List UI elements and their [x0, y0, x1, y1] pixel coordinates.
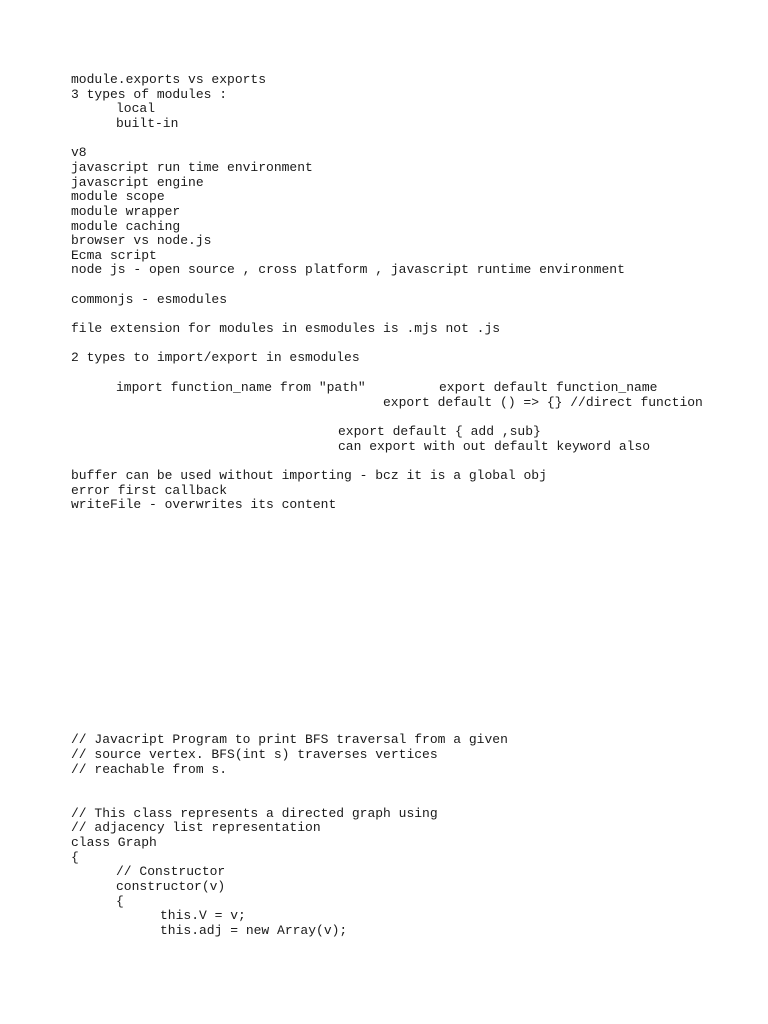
- code-line: class Graph: [71, 835, 157, 850]
- text-line: error first callback: [71, 483, 228, 498]
- code-comment-line: // Javacript Program to print BFS traversal from a given: [71, 732, 508, 747]
- text-line: commonjs - esmodules: [71, 292, 228, 307]
- text-line: import function_name from "path": [116, 380, 366, 395]
- text-line: export default function_name: [439, 380, 658, 395]
- code-comment-line: // This class represents a directed graph using: [71, 806, 438, 821]
- text-line: module scope: [71, 189, 165, 204]
- text-line: built-in: [116, 116, 179, 131]
- text-line: buffer can be used without importing - bcz it is a global obj: [71, 468, 547, 483]
- text-line: node js - open source , cross platform , javascript runtime environment: [71, 262, 625, 277]
- text-line: export default { add ,sub}: [338, 424, 541, 439]
- code-line: this.V = v;: [160, 908, 246, 923]
- text-line: module wrapper: [71, 204, 181, 219]
- code-line: constructor(v): [116, 879, 226, 894]
- code-comment-line: // source vertex. BFS(int s) traverses vertices: [71, 747, 438, 762]
- text-line: local: [116, 101, 156, 116]
- text-line: export default () => {} //direct function: [383, 395, 703, 410]
- code-comment-line: // adjacency list representation: [71, 820, 321, 835]
- text-line: Ecma script: [71, 248, 157, 263]
- text-line: writeFile - overwrites its content: [71, 497, 337, 512]
- text-line: browser vs node.js: [71, 233, 212, 248]
- text-line: module caching: [71, 219, 181, 234]
- text-line: javascript run time environment: [71, 160, 313, 175]
- code-comment-line: // reachable from s.: [71, 762, 228, 777]
- text-line: 2 types to import/export in esmodules: [71, 350, 360, 365]
- text-line: can export with out default keyword also: [338, 439, 651, 454]
- text-line: module.exports vs exports: [71, 72, 267, 87]
- code-comment-line: // Constructor: [116, 864, 226, 879]
- code-line: {: [116, 894, 124, 909]
- text-line: file extension for modules in esmodules is .mjs not .js: [71, 321, 501, 336]
- text-line: 3 types of modules :: [71, 87, 228, 102]
- text-line: v8: [71, 145, 87, 160]
- code-line: {: [71, 850, 79, 865]
- code-line: this.adj = new Array(v);: [160, 923, 348, 938]
- text-line: javascript engine: [71, 175, 204, 190]
